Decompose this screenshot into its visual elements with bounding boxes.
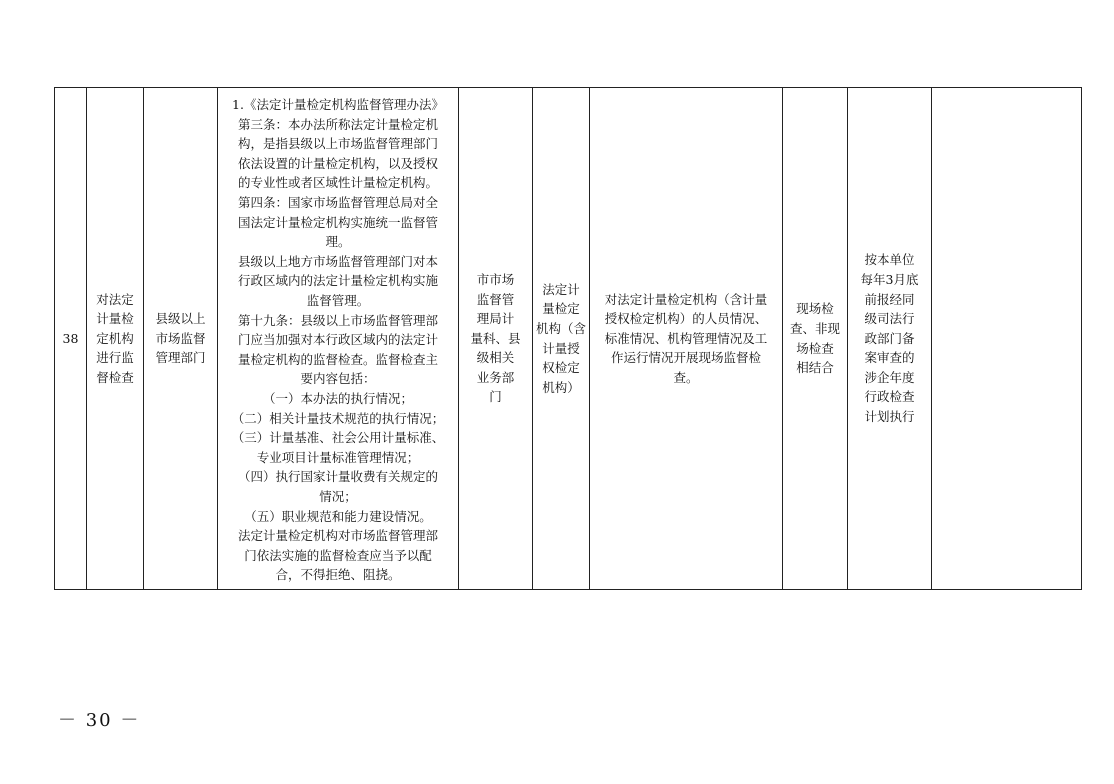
- text-line: 门: [489, 389, 502, 405]
- text-line: 量科、县: [470, 330, 521, 346]
- text-line: 查、非现: [789, 320, 840, 336]
- text-line: 前报经同: [864, 291, 915, 307]
- text-line: 情况；: [319, 488, 357, 504]
- subject-cell: [144, 88, 218, 590]
- text-line: 依法设置的计量检定机构，以及授权: [237, 155, 438, 171]
- text-line: 量检定机构的监督检查。监督检查主: [237, 351, 438, 367]
- text-line: 门依法实施的监督检查应当予以配: [244, 547, 432, 563]
- text-line: 督检查: [96, 369, 134, 385]
- item-name-cell: [87, 88, 144, 590]
- text-line: （一）本办法的执行情况；: [262, 390, 413, 406]
- legal-basis-cell: [218, 88, 459, 590]
- text-line: 对法定: [96, 291, 134, 307]
- inspection-table: [54, 87, 1082, 590]
- text-line: 1.《法定计量检定机构监督管理办法》: [232, 97, 444, 113]
- text-line: 级司法行: [864, 311, 915, 327]
- text-line: 门应当加强对本行政区域内的法定计: [237, 332, 438, 348]
- text-line: 合，不得拒绝、阻挠。: [275, 567, 401, 583]
- text-line: 授权检定机构）的人员情况、: [604, 311, 768, 327]
- text-line: （五）职业规范和能力建设情况。: [244, 508, 432, 524]
- method-cell: [783, 88, 848, 590]
- text-line: 行政区域内的法定计量检定机构实施: [237, 273, 438, 289]
- target-cell: [533, 88, 590, 590]
- implementer-cell: [459, 88, 533, 590]
- text-line: 权检定: [542, 360, 580, 376]
- row-number: 38: [62, 330, 79, 346]
- text-line: 查。: [673, 369, 699, 385]
- text-line: 计量检: [96, 311, 134, 327]
- table-row: [55, 88, 1082, 590]
- text-line: 标准情况、机构管理情况及工: [604, 330, 768, 346]
- text-line: 计划执行: [864, 409, 915, 425]
- text-line: 理。: [325, 234, 351, 250]
- row-number-cell: [55, 88, 87, 590]
- text-line: 市场监督: [155, 330, 206, 346]
- text-line: 业务部: [476, 369, 515, 385]
- page-number: － 30 －: [58, 710, 141, 731]
- text-line: （二）相关计量技术规范的执行情况；: [231, 410, 445, 426]
- text-line: （三）计量基准、社会公用计量标准、: [231, 430, 445, 446]
- text-line: 机构（含: [535, 320, 586, 336]
- text-line: 县级以上: [155, 311, 206, 327]
- remarks-cell: [932, 88, 1082, 590]
- text-line: 第三条：本办法所称法定计量检定机: [237, 116, 438, 132]
- text-line: 进行监: [96, 350, 134, 366]
- text-line: 专业项目计量标准管理情况；: [256, 449, 420, 465]
- text-line: 监督管: [476, 291, 515, 307]
- text-line: 市市场: [476, 271, 515, 287]
- text-line: 法定计量检定机构对市场监督管理部: [237, 528, 438, 544]
- text-line: 作运行情况开展现场监督检: [610, 350, 761, 366]
- text-line: （四）执行国家计量收费有关规定的: [237, 469, 438, 485]
- legal-basis: [224, 95, 452, 585]
- text-line: 计量授: [542, 340, 580, 356]
- text-line: 对法定计量检定机构（含计量: [604, 291, 768, 307]
- text-line: 行政检查: [864, 389, 915, 405]
- inspection-subject: [144, 309, 217, 368]
- text-line: 法定计: [542, 281, 580, 297]
- text-line: 量检定: [542, 301, 580, 317]
- text-line: 国法定计量检定机构实施统一监督管: [237, 214, 438, 230]
- inspection-target: [533, 280, 589, 398]
- text-line: 县级以上地方市场监督管理部门对本: [237, 253, 438, 269]
- text-line: 场检查: [796, 340, 834, 356]
- text-line: 级相关: [476, 350, 515, 366]
- text-line: 第十九条：县级以上市场监督管理部: [237, 312, 438, 328]
- text-line: 理局计: [476, 311, 515, 327]
- inspection-frequency: [848, 250, 931, 426]
- text-line: 案审查的: [864, 350, 915, 366]
- implementer: [459, 270, 532, 407]
- text-line: 监督管理。: [306, 293, 370, 309]
- text-line: 的专业性或者区域性计量检定机构。: [237, 175, 438, 191]
- text-line: 管理部门: [155, 350, 206, 366]
- text-line: 第四条：国家市场监督管理总局对全: [237, 195, 438, 211]
- content-cell: [590, 88, 783, 590]
- text-line: 按本单位: [864, 252, 915, 268]
- text-line: 相结合: [796, 360, 834, 376]
- text-line: 现场检: [796, 301, 834, 317]
- text-line: 要内容包括：: [300, 371, 376, 387]
- text-line: 每年3月底: [860, 271, 919, 287]
- frequency-cell: [848, 88, 932, 590]
- inspection-content: [596, 290, 776, 388]
- text-line: 机构）: [542, 379, 580, 395]
- item-name: [87, 290, 143, 388]
- text-line: 定机构: [96, 330, 134, 346]
- text-line: 涉企年度: [864, 369, 915, 385]
- text-line: 构，是指县级以上市场监督管理部门: [237, 136, 438, 152]
- inspection-method: [783, 299, 847, 377]
- text-line: 政部门备: [864, 330, 915, 346]
